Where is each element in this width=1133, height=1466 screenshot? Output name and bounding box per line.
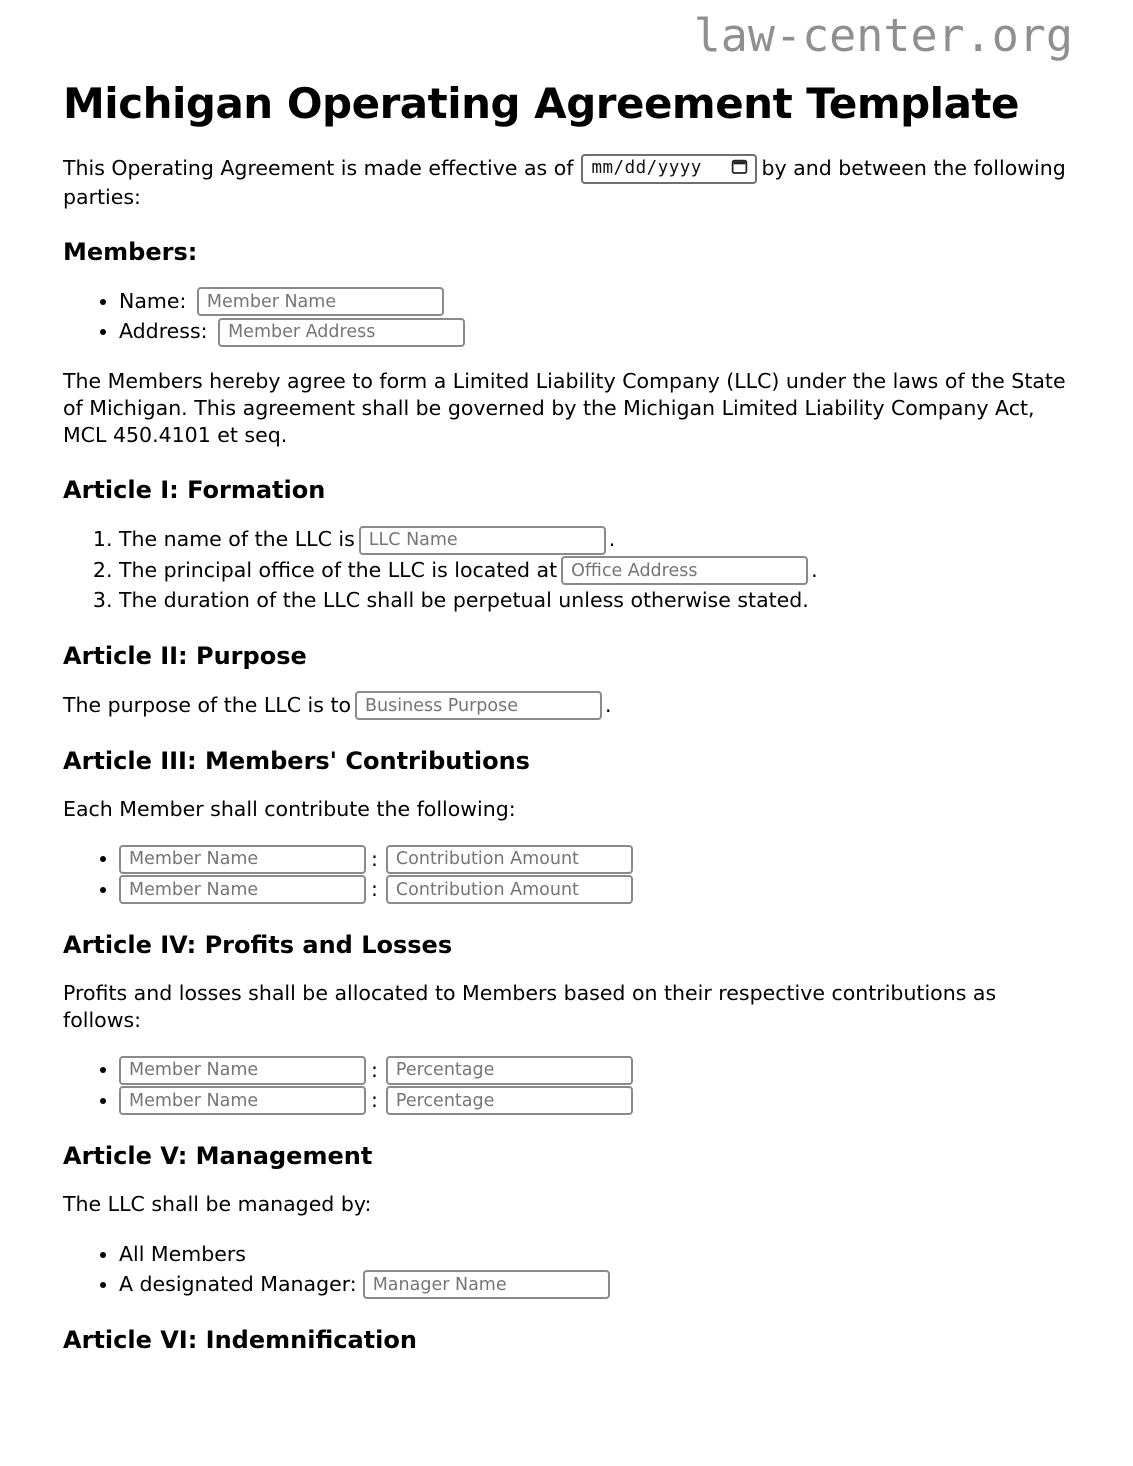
manager-name-input[interactable] bbox=[363, 1270, 610, 1299]
management-intro: The LLC shall be managed by: bbox=[63, 1192, 372, 1217]
intro-paragraph bbox=[63, 154, 1073, 211]
article4-heading: Article IV: Profits and Losses bbox=[63, 931, 453, 960]
profit-percentage-input[interactable] bbox=[386, 1056, 633, 1085]
office-address-period: . bbox=[811, 557, 818, 582]
office-address-item bbox=[119, 556, 1073, 586]
member-address-label: Address: bbox=[119, 319, 208, 344]
article1-heading: Article I: Formation bbox=[63, 476, 326, 505]
contribution-amount-input[interactable] bbox=[386, 875, 633, 904]
members-list bbox=[63, 287, 1073, 347]
effective-date-input[interactable] bbox=[581, 154, 757, 184]
llc-name-text: The name of the LLC is bbox=[119, 527, 355, 552]
article2-heading: Article II: Purpose bbox=[63, 642, 307, 671]
purpose-text: The purpose of the LLC is to bbox=[63, 692, 352, 717]
intro-text-before-date: This Operating Agreement is made effective as of bbox=[63, 155, 574, 180]
llc-name-period: . bbox=[608, 527, 616, 552]
intro-text-after-date: by and between the following parties: bbox=[63, 155, 1066, 209]
profit-separator: : bbox=[371, 1057, 378, 1082]
office-address-text: The principal office of the LLC is located at bbox=[119, 557, 558, 582]
date-placeholder: mm/dd/yyyy bbox=[591, 158, 702, 179]
article3-heading: Article III: Members' Contributions bbox=[63, 747, 530, 776]
contribution-member-name-input[interactable] bbox=[119, 875, 366, 904]
member-address-item bbox=[119, 317, 1073, 347]
site-brand: law-center.org bbox=[693, 9, 1073, 62]
contributions-intro: Each Member shall contribute the following: bbox=[63, 797, 516, 822]
article6-heading: Article VI: Indemnification bbox=[63, 1326, 417, 1355]
office-address-input[interactable] bbox=[561, 556, 808, 585]
contribution-separator: : bbox=[371, 846, 378, 871]
business-purpose-input[interactable] bbox=[355, 691, 602, 720]
agreement-paragraph: The Members hereby agree to form a Limited Liability Company (LLC) under the laws of the State of Michigan. This agreement shall be governed by the Michigan Limited Liability Company Act, MCL 450.4101 et seq. bbox=[63, 368, 1066, 447]
llc-name-item bbox=[119, 525, 1073, 555]
management-options-list bbox=[63, 1240, 1073, 1300]
article5-heading: Article V: Management bbox=[63, 1142, 373, 1171]
designated-manager-label: A designated Manager: bbox=[119, 1271, 357, 1296]
contribution-separator: : bbox=[371, 877, 378, 902]
calendar-icon[interactable] bbox=[731, 155, 748, 182]
profits-intro: Profits and losses shall be allocated to Members based on their respective contributions as follows: bbox=[63, 981, 997, 1033]
designated-manager-option bbox=[119, 1270, 1073, 1300]
profit-member-name-input[interactable] bbox=[119, 1086, 366, 1115]
contributions-list bbox=[63, 844, 1073, 904]
profit-row bbox=[119, 1086, 1073, 1116]
llc-name-input[interactable] bbox=[359, 526, 606, 555]
profit-member-name-input[interactable] bbox=[119, 1056, 366, 1085]
member-address-input[interactable] bbox=[218, 318, 465, 347]
profit-percentage-input[interactable] bbox=[386, 1086, 633, 1115]
purpose-paragraph bbox=[63, 691, 1073, 720]
member-name-label: Name: bbox=[119, 288, 187, 313]
profit-separator: : bbox=[371, 1088, 378, 1113]
member-name-input[interactable] bbox=[197, 287, 444, 316]
members-heading: Members: bbox=[63, 237, 198, 266]
purpose-period: . bbox=[605, 692, 612, 717]
contribution-member-name-input[interactable] bbox=[119, 845, 366, 874]
duration-item: 3. The duration of the LLC shall be perpetual unless otherwise stated. bbox=[119, 586, 1073, 615]
contribution-row bbox=[119, 844, 1073, 874]
page-title: Michigan Operating Agreement Template bbox=[63, 78, 1019, 128]
member-name-item bbox=[119, 287, 1073, 317]
contribution-row bbox=[119, 875, 1073, 905]
contribution-amount-input[interactable] bbox=[386, 845, 633, 874]
article1-list bbox=[63, 525, 1073, 615]
profit-row bbox=[119, 1055, 1073, 1085]
all-members-option: • All Members bbox=[119, 1240, 1073, 1269]
profits-list bbox=[63, 1055, 1073, 1115]
